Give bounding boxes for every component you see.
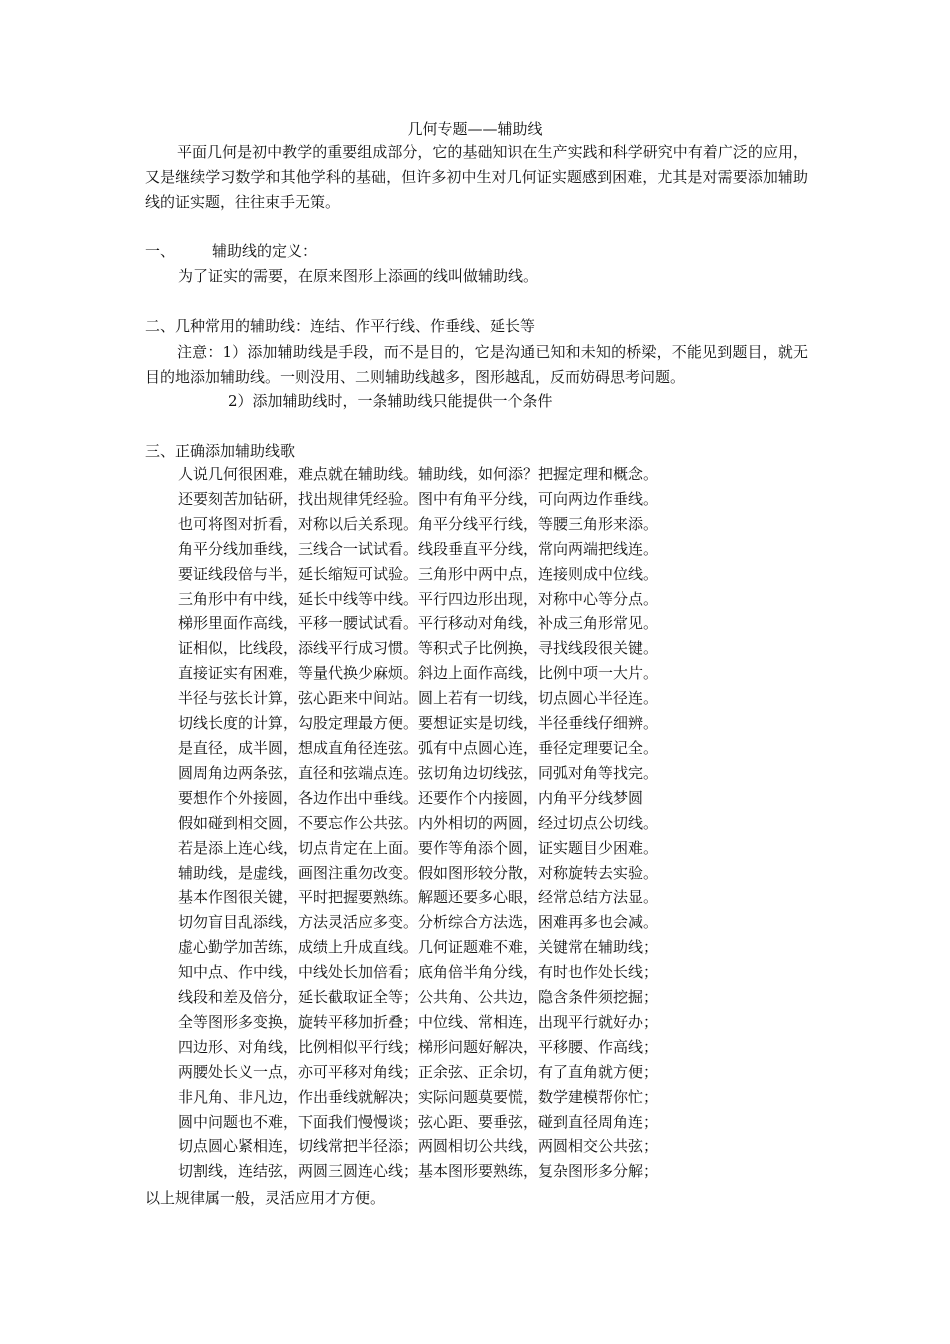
rhyme-line: 若是添上连心线，切点肯定在上面。要作等角添个圆，证实题目少困难。 [178, 838, 659, 857]
section-2-note-1: 注意：1）添加辅助线是手段，而不是目的，它是沟通已知和未知的桥梁，不能见到题目，就无目的地添加辅助线。一则没用、二则辅助线越多，图形越乱，反而妨碍思考问题。 [145, 343, 808, 386]
rhyme-line: 要想作个外接圆，各边作出中垂线。还要作个内接圆，内角平分线梦圆 [178, 788, 644, 807]
rhyme-list [178, 462, 778, 1184]
rhyme-line: 是直径，成半圆，想成直角径连弦。弧有中点圆心连，垂径定理要记全。 [178, 738, 659, 757]
section-2-heading: 二、几种常用的辅助线：连结、作平行线、作垂线、延长等 [145, 317, 536, 335]
rhyme-line: 直接证实有困难，等量代换少麻烦。斜边上面作高线，比例中项一大片。 [178, 664, 659, 683]
rhyme-line: 梯形里面作高线，平移一腰试试看。平行移动对角线，补成三角形常见。 [178, 614, 659, 633]
rhyme-line: 两腰处长义一点，亦可平移对角线；正余弦、正余切，有了直角就方便； [178, 1062, 659, 1081]
rhyme-line: 辅助线，是虚线，画图注重勿改变。假如图形较分散，对称旋转去实验。 [178, 863, 659, 882]
rhyme-line: 切勿盲目乱添线，方法灵活应多变。分析综合方法选，困难再多也会减。 [178, 913, 659, 932]
rhyme-line: 非凡角、非凡边，作出垂线就解决；实际问题莫要慌，数学建模帮你忙； [178, 1087, 659, 1106]
rhyme-line: 也可将图对折看，对称以后关系现。角平分线平行线，等腰三角形来添。 [178, 514, 659, 533]
section-1-heading: 辅助线的定义： [212, 242, 318, 260]
section-3-heading: 三、正确添加辅助线歌 [145, 442, 296, 460]
rhyme-line: 三角形中有中线，延长中线等中线。平行四边形出现，对称中心等分点。 [178, 589, 659, 608]
rhyme-line: 线段和差及倍分，延长截取证全等；公共角、公共边，隐含条件须挖掘； [178, 988, 659, 1007]
rhyme-line: 圆周角边两条弦，直径和弦端点连。弦切角边切线弦，同弧对角等找完。 [178, 763, 659, 782]
rhyme-line: 角平分线加垂线，三线合一试试看。线段垂直平分线，常向两端把线连。 [178, 539, 659, 558]
rhyme-line: 半径与弦长计算，弦心距来中间站。圆上若有一切线，切点圆心半径连。 [178, 689, 659, 708]
intro-paragraph: 平面几何是初中教学的重要组成部分，它的基础知识在生产实践和科学研究中有着广泛的应用，又是继续学习数学和其他学科的基础，但许多初中生对几何证实题感到困难，尤其是对需要添加辅助线的证实题，往往束手无策。 [145, 143, 808, 211]
rhyme-line: 切割线，连结弦，两圆三圆连心线；基本图形要熟练，复杂图形多分解； [178, 1162, 659, 1181]
rhyme-line: 人说几何很困难，难点就在辅助线。辅助线，如何添？把握定理和概念。 [178, 465, 659, 483]
rhyme-line: 切线长度的计算，勾股定理最方便。要想证实是切线，半径垂线仔细辨。 [178, 714, 659, 733]
section-1-number: 一、 [145, 242, 176, 260]
rhyme-line: 四边形、对角线，比例相似平行线；梯形问题好解决，平移腰、作高线； [178, 1037, 659, 1056]
rhyme-line: 基本作图很关键，平时把握要熟练。解题还要多心眼，经常总结方法显。 [178, 888, 659, 907]
rhyme-line: 要证线段倍与半，延长缩短可试验。三角形中两中点，连接则成中位线。 [178, 564, 659, 583]
rhyme-line: 证相似，比线段，添线平行成习惯。等积式子比例换，寻找线段很关键。 [178, 639, 659, 658]
rhyme-line: 假如碰到相交圆，不要忘作公共弦。内外相切的两圆，经过切点公切线。 [178, 813, 659, 832]
document-title: 几何专题——辅助线 [407, 120, 543, 138]
rhyme-line: 全等图形多变换，旋转平移加折叠；中位线、常相连，出现平行就好办； [178, 1012, 659, 1031]
rhyme-line: 还要刻苦加钻研，找出规律凭经验。图中有角平分线，可向两边作垂线。 [178, 489, 659, 508]
rhyme-line: 知中点、作中线，中线处长加倍看；底角倍半角分线，有时也作处长线； [178, 963, 659, 982]
closing-line: 以上规律属一般，灵活应用才方便。 [145, 1189, 386, 1207]
section-2-note-2: 2）添加辅助线时，一条辅助线只能提供一个条件 [228, 392, 553, 410]
rhyme-line: 切点圆心紧相连，切线常把半径添；两圆相切公共线，两圆相交公共弦； [178, 1137, 659, 1156]
section-1-body: 为了证实的需要，在原来图形上添画的线叫做辅助线。 [178, 267, 539, 285]
rhyme-line: 圆中问题也不难，下面我们慢慢谈；弦心距、要垂弦，碰到直径周角连； [178, 1112, 659, 1131]
rhyme-line: 虚心勤学加苦练，成绩上升成直线。几何证题难不难，关键常在辅助线； [178, 938, 659, 957]
